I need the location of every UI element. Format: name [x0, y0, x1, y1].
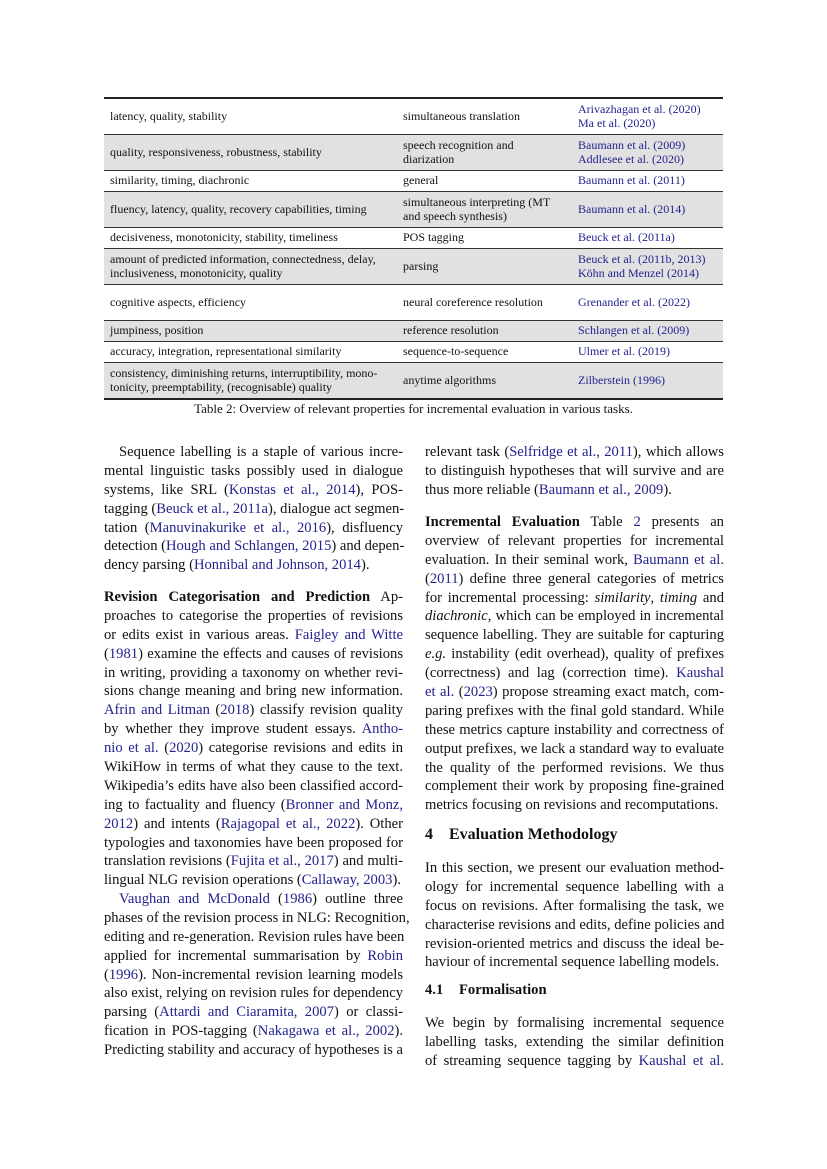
text: applied for incremental summarisation by [104, 947, 368, 964]
citation-link[interactable]: Vaughan and McDonald [119, 891, 270, 907]
citation-link[interactable]: Baumann et al. (2009) [578, 138, 686, 152]
text: revision-oriented metrics and discuss the ideal be- [425, 935, 724, 952]
citation-link[interactable]: Beuck et al. (2011a) [578, 230, 675, 245]
table-row [104, 228, 723, 249]
text: dency parsing ( [104, 557, 194, 574]
text: ( [269, 891, 283, 907]
text: metrics focusing on revisions and recomputations. [425, 797, 719, 814]
text: ). [663, 481, 672, 498]
text: ( [104, 645, 109, 662]
text-line [104, 682, 403, 701]
properties-cell: decisiveness, monotonicity, stability, timeliness [104, 228, 397, 249]
citation-link[interactable]: Faigley and Witte [294, 626, 404, 643]
references-cell [572, 98, 723, 135]
text-line [104, 443, 403, 462]
text-line [104, 588, 403, 607]
text: Wikipedia’s edits have also been classified accord- [104, 777, 403, 794]
text-line [104, 519, 403, 538]
text-line [104, 1003, 403, 1022]
references-cell [572, 135, 723, 171]
references-cell [572, 192, 723, 228]
emphasis: diachronic [425, 608, 488, 625]
text: ( [158, 740, 170, 757]
text: translation revisions ( [104, 853, 231, 870]
text-line [104, 739, 403, 758]
text-line [425, 796, 724, 815]
text-line [104, 947, 403, 966]
text: ) define three general categories of metrics [458, 570, 724, 587]
text: ), POS- [355, 481, 403, 498]
task-cell: general [397, 171, 572, 192]
paragraph-sequence-labelling [104, 443, 403, 575]
text: of streaming sequence tagging by [425, 1052, 639, 1069]
text-line [104, 777, 403, 796]
text: ) and multi- [333, 853, 403, 870]
text-line [425, 570, 724, 589]
citation-link[interactable]: Zilberstein (1996) [578, 372, 665, 387]
citation-link[interactable]: Honnibal and Johnson, 2014 [193, 557, 361, 574]
citation-link[interactable]: 1981 [108, 645, 139, 662]
text: instability (edit overhead), quality of prefixes [446, 646, 724, 663]
task-cell: anytime algorithms [397, 363, 572, 400]
text: these metrics capture instability and correctness of [425, 721, 724, 738]
emphasis: e.g. [425, 646, 447, 663]
citation-link[interactable]: Baumann et al. [633, 551, 724, 568]
text: complement their work by proposing fine-grained [425, 778, 724, 795]
text: thus more reliable ( [425, 481, 539, 498]
emphasis: timing [659, 589, 698, 606]
paragraph-section-intro [425, 859, 724, 972]
text: ( [209, 702, 221, 719]
text: (correctness) and lag (correction time). [425, 665, 677, 682]
properties-cell: latency, quality, stability [104, 98, 397, 135]
text: WikiHow in terms of what they cause to the text. [104, 759, 403, 776]
text: editing and re-generation. Revision rules have been [104, 928, 405, 945]
citation-link[interactable]: Baumann et al. (2011) [578, 173, 685, 188]
section-heading [425, 826, 617, 844]
text: parsing ( [104, 1004, 160, 1021]
text: , which can be employed in incremental [487, 608, 724, 625]
text: evaluation. In their seminal work, [425, 551, 634, 568]
text: In this section, we present our evaluation method- [425, 860, 724, 876]
properties-cell: fluency, latency, quality, recovery capabilities, timing [104, 192, 397, 228]
citation-link[interactable]: nio et al. [104, 740, 159, 757]
paragraph-revision-categorisation [104, 588, 403, 890]
citation-link[interactable]: Callaway, 2003 [301, 872, 393, 889]
citation-link[interactable]: Hough and Schlangen, 2015 [166, 538, 332, 555]
citation-link[interactable]: Baumann et al., 2009 [538, 481, 664, 498]
text: presents an [640, 514, 724, 530]
citation-link[interactable]: Baumann et al. (2014) [578, 201, 686, 216]
section-number: 4 [425, 826, 433, 843]
text-line [425, 759, 724, 778]
text: also exist, relying on revision rules for dependency [104, 985, 403, 1002]
text-line [425, 1033, 724, 1052]
table-2 [104, 97, 723, 400]
citation-link[interactable]: Köhn and Menzel (2014) [578, 265, 699, 280]
text-line [425, 702, 724, 721]
subsection-number: 4.1 [425, 982, 444, 998]
text-line [104, 852, 403, 871]
text-line [104, 1022, 403, 1041]
text: ( [425, 570, 430, 587]
text-line [104, 626, 403, 645]
text-line [425, 859, 724, 878]
text-line [104, 966, 403, 985]
citation-link[interactable]: Fujita et al., 2017 [230, 853, 334, 870]
text-line [104, 928, 403, 947]
properties-cell: amount of predicted information, connectedness, delay, inclusiveness, monotonicity, quality [104, 249, 397, 285]
text: Table [579, 514, 634, 530]
text: ) categorise revisions and edits in [198, 740, 404, 757]
task-cell: neural coreference resolution [397, 285, 572, 321]
table-row [104, 285, 723, 321]
text: mental linguistic tasks possibly used in dialogue [104, 462, 403, 479]
citation-link[interactable]: Kaushal [676, 665, 724, 682]
text-line [425, 645, 724, 664]
text: fication in POS-tagging ( [104, 1023, 258, 1040]
citation-link[interactable]: Ma et al. (2020) [578, 115, 656, 130]
citation-link[interactable]: Beuck et al. (2011b, 2013) [578, 252, 706, 266]
text: the quality of the performed revisions. We thus [425, 759, 724, 776]
text-line [104, 664, 403, 683]
table-row [104, 363, 723, 400]
text: Ap- [370, 589, 403, 605]
text-line [104, 701, 403, 720]
citation-link[interactable]: Attardi and Ciaramita, 2007 [159, 1004, 334, 1021]
text: ) propose streaming exact match, com- [492, 684, 724, 701]
text: overview of relevant properties for incremental [425, 532, 724, 549]
citation-link[interactable]: 2018 [220, 702, 250, 719]
text: ). [360, 557, 370, 574]
text: ). [394, 1023, 404, 1040]
task-cell: simultaneous interpreting (MT and speech synthesis) [397, 192, 572, 228]
text-line [104, 720, 403, 739]
paragraph-heading: Incremental Evaluation [425, 514, 580, 530]
text: lingual NLG revision operations ( [104, 872, 302, 889]
text-line [425, 481, 724, 500]
text: for incremental processing: [425, 589, 595, 606]
text: to distinguish hypotheses that will survive and are [425, 462, 724, 479]
text: ), which allows [632, 444, 724, 460]
text: ( [454, 684, 464, 701]
text: tation ( [104, 519, 150, 536]
text: ing to factuality and fluency ( [104, 796, 286, 813]
text: output prefixes, we lack a standard way to evaluate [425, 740, 724, 757]
text-line [425, 589, 724, 608]
citation-link[interactable]: 2011 [429, 570, 459, 587]
properties-cell: jumpiness, position [104, 321, 397, 342]
citation-link[interactable]: Antho- [361, 721, 403, 738]
citation-link[interactable]: Addlesee et al. (2020) [578, 151, 684, 166]
text: ology for incremental sequence labelling with a [425, 878, 724, 895]
text-line [104, 462, 403, 481]
references-cell [572, 228, 723, 249]
text-line [104, 556, 403, 575]
text: sequence labelling. They are suitable for capturing [425, 627, 724, 644]
paragraph-relevant-task [425, 443, 724, 500]
paragraph-heading: Revision Categorisation and Prediction [104, 589, 371, 605]
text-line [425, 916, 724, 935]
text: Predicting stability and accuracy of hypotheses is a [104, 1042, 403, 1059]
text-line [104, 537, 403, 556]
citation-link[interactable]: Selfridge et al., 2011 [509, 444, 633, 460]
citation-link[interactable]: Rajagopal et al., 2022 [220, 815, 356, 832]
text-line [104, 815, 403, 834]
paragraph-revision-process [104, 890, 410, 1060]
text: ) classify revision quality [249, 702, 403, 719]
table-row [104, 192, 723, 228]
section-title: Evaluation Methodology [449, 826, 618, 843]
text: and [697, 589, 725, 606]
citation-link[interactable]: 1996 [108, 966, 139, 983]
citation-link[interactable]: Kaushal et al. [638, 1052, 724, 1069]
text: systems, like SRL ( [104, 481, 229, 498]
text: paring prefixes with the final gold standard. While [425, 702, 724, 719]
citation-link[interactable]: Beuck et al., 2011a [156, 500, 269, 517]
text: ). [392, 872, 401, 889]
task-cell: POS tagging [397, 228, 572, 249]
properties-cell: quality, responsiveness, robustness, stability [104, 135, 397, 171]
text: phases of the revision process in NLG: Recognition, [104, 909, 410, 926]
citation-link[interactable]: Ulmer et al. (2019) [578, 344, 670, 359]
properties-cell: cognitive aspects, efficiency [104, 285, 397, 321]
text-line [425, 551, 724, 570]
properties-cell: consistency, diminishing returns, interruptibility, mono-tonicity, preemptability, (recognisable) quality [104, 363, 397, 400]
text-line [425, 878, 724, 897]
subsection-title: Formalisation [459, 982, 547, 998]
text: ( [104, 966, 109, 983]
text: ). Other [355, 815, 403, 832]
task-cell: simultaneous translation [397, 98, 572, 135]
text: characterise revisions and edits, define policies and [425, 916, 725, 933]
text: typologies and taxonomies have been proposed for [104, 834, 403, 851]
table-row [104, 249, 723, 285]
citation-link[interactable]: Manuvinakurike et al., 2016 [149, 519, 327, 536]
citation-link[interactable]: 1986 [282, 891, 313, 907]
text: relevant task ( [425, 444, 510, 460]
text-line [425, 607, 724, 626]
task-cell: speech recognition and diarization [397, 135, 572, 171]
properties-cell: accuracy, integration, representational similarity [104, 342, 397, 363]
text: or edits exist in various areas. [104, 626, 295, 643]
text-line [104, 796, 403, 815]
text-line [104, 871, 403, 890]
citation-link[interactable]: 2020 [169, 740, 199, 757]
text-line [425, 953, 724, 972]
text-line [104, 834, 403, 853]
text: sions change meaning and bring new information. [104, 683, 403, 700]
references-cell [572, 321, 723, 342]
text-line [425, 1052, 724, 1071]
text-line [104, 1041, 403, 1060]
text-line [104, 758, 403, 777]
citation-link[interactable]: Arivazhagan et al. (2020) [578, 102, 701, 116]
text-line [104, 909, 410, 928]
text: ) or classi- [334, 1004, 403, 1021]
text-line [425, 935, 724, 954]
text-line [104, 984, 403, 1003]
references-cell [572, 249, 723, 285]
citation-link[interactable]: et al. [425, 684, 455, 701]
text: detection ( [104, 538, 166, 555]
text-line [425, 626, 724, 645]
text: ) and intents ( [133, 815, 221, 832]
text-line [104, 645, 403, 664]
text: by whether they improve student essays. [104, 721, 362, 738]
text-line [425, 1014, 724, 1033]
text-line [425, 777, 724, 796]
citation-link[interactable]: 2 [633, 514, 641, 530]
table-row [104, 321, 723, 342]
text-line [104, 607, 403, 626]
citation-link[interactable]: Robin [367, 947, 403, 964]
text: We begin by formalising incremental sequence [425, 1015, 724, 1031]
subsection-heading [425, 982, 547, 999]
text-line [425, 513, 724, 532]
text: in writing, providing a taxonomy on whether revi- [104, 664, 403, 681]
citation-link[interactable]: Bronner and Monz, [285, 796, 403, 813]
task-cell: sequence-to-sequence [397, 342, 572, 363]
table-row [104, 135, 723, 171]
text: labelling tasks, extending the similar definition [425, 1033, 724, 1050]
references-cell [572, 363, 723, 400]
citation-link[interactable]: Konstas et al., 2014 [228, 481, 356, 498]
table-row [104, 342, 723, 363]
text-line [425, 532, 724, 551]
text: tagging ( [104, 500, 157, 517]
table-caption: Table 2: Overview of relevant properties for incremental evaluation in various tasks. [194, 401, 633, 416]
table-row [104, 98, 723, 135]
paragraph-incremental-evaluation [425, 513, 724, 815]
references-cell [572, 285, 723, 321]
text-line [425, 721, 724, 740]
paragraph-formalisation [425, 1014, 724, 1071]
task-cell: reference resolution [397, 321, 572, 342]
text: ), disfluency [326, 519, 404, 536]
text-line [104, 481, 403, 500]
references-cell [572, 171, 723, 192]
text: focus on revisions. After formalising the task, we [425, 897, 724, 914]
text: ) and depen- [331, 538, 405, 555]
text-line [425, 683, 724, 702]
task-cell: parsing [397, 249, 572, 285]
properties-cell: similarity, timing, diachronic [104, 171, 397, 192]
text: ) examine the effects and causes of revisions [138, 645, 403, 662]
text-line [425, 443, 724, 462]
citation-link[interactable]: Schlangen et al. (2009) [578, 323, 690, 338]
table-row [104, 171, 723, 192]
citation-link[interactable]: Nakagawa et al., 2002 [257, 1023, 395, 1040]
text-line [425, 897, 724, 916]
emphasis: similarity [594, 589, 651, 606]
text: ). Non-incremental revision learning models [138, 966, 403, 983]
citation-link[interactable]: Afrin and Litman [104, 702, 210, 719]
text: ), dialogue act segmen- [268, 500, 405, 517]
citation-link[interactable]: Grenander et al. (2022) [578, 294, 690, 309]
text-line [104, 890, 403, 909]
text: haviour of incremental sequence labelling models. [425, 954, 720, 971]
citation-link[interactable]: 2012 [104, 815, 134, 832]
text-line [104, 500, 403, 519]
text-line [425, 664, 724, 683]
references-cell [572, 342, 723, 363]
text: , [650, 589, 660, 606]
text: ) outline three [312, 891, 403, 907]
text-line [425, 462, 724, 481]
text: proaches to categorise the properties of revisions [104, 607, 403, 624]
text-line [425, 740, 724, 759]
citation-link[interactable]: 2023 [463, 684, 493, 701]
text: Sequence labelling is a staple of various incre- [119, 444, 403, 460]
